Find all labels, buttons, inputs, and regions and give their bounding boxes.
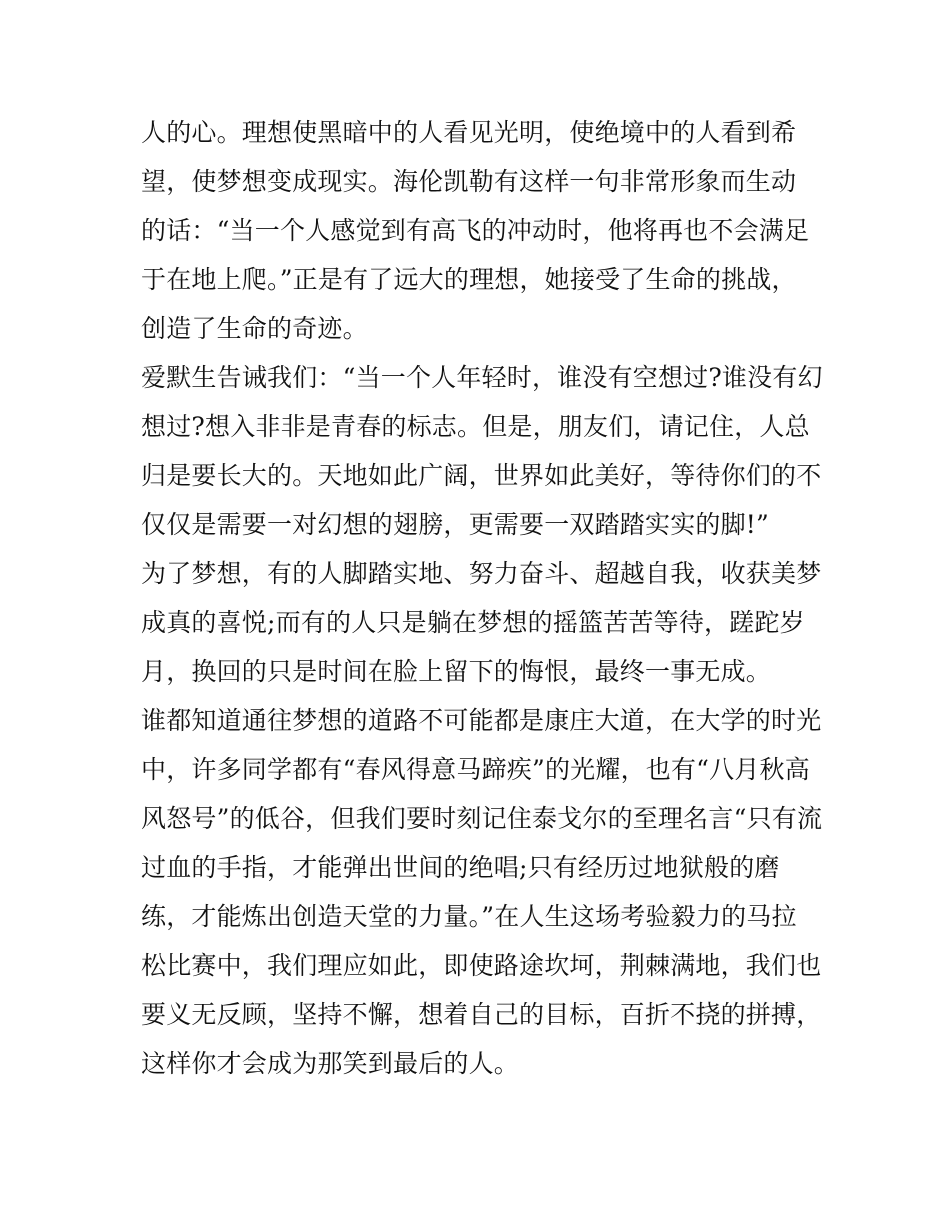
text-line: 的话：“当一个人感觉到有高飞的冲动时，他将再也不会满足 [141, 216, 810, 245]
text-line: 练，才能炼出创造天堂的力量。”在人生这场考验毅力的马拉 [141, 902, 797, 931]
text-line: 中，许多同学都有“春风得意马蹄疾”的光耀，也有“八月秋高 [141, 755, 810, 784]
text-line: 仅仅是需要一对幻想的翅膀，更需要一双踏踏实实的脚!” [141, 510, 770, 539]
text-line: 这样你才会成为那笑到最后的人。 [141, 1049, 520, 1078]
text-line: 想过?想入非非是青春的标志。但是，朋友们，请记住，人总 [141, 412, 810, 441]
text-line: 爱默生告诫我们：“当一个人年轻时，谁没有空想过?谁没有幻 [141, 363, 823, 392]
text-line: 谁都知道通往梦想的道路不可能都是康庄大道，在大学的时光 [141, 706, 822, 735]
text-line: 于在地上爬。”正是有了远大的理想，她接受了生命的挑战， [141, 265, 797, 294]
text-line: 松比赛中，我们理应如此，即使路途坎坷，荆棘满地，我们也 [141, 951, 822, 980]
text-line: 为了梦想，有的人脚踏实地、努力奋斗、超越自我，收获美梦 [141, 559, 822, 588]
text-line: 归是要长大的。天地如此广阔，世界如此美好，等待你们的不 [141, 461, 822, 490]
text-line: 成真的喜悦;而有的人只是躺在梦想的摇篮苦苦等待，蹉跎岁 [141, 608, 805, 637]
body-text [141, 108, 821, 1088]
text-line: 月，换回的只是时间在脸上留下的悔恨，最终一事无成。 [141, 657, 772, 686]
text-line: 风怒号”的低谷，但我们要时刻记住泰戈尔的至理名言“只有流 [141, 804, 823, 833]
text-line: 过血的手指，才能弹出世间的绝唱;只有经历过地狱般的磨 [141, 853, 780, 882]
text-line: 人的心。理想使黑暗中的人看见光明，使绝境中的人看到希 [141, 118, 797, 147]
text-line: 创造了生命的奇迹。 [141, 314, 368, 343]
text-line: 望，使梦想变成现实。海伦凯勒有这样一句非常形象而生动 [141, 167, 797, 196]
text-line: 要义无反顾，坚持不懈，想着自己的目标，百折不挠的拼搏， [141, 1000, 822, 1029]
